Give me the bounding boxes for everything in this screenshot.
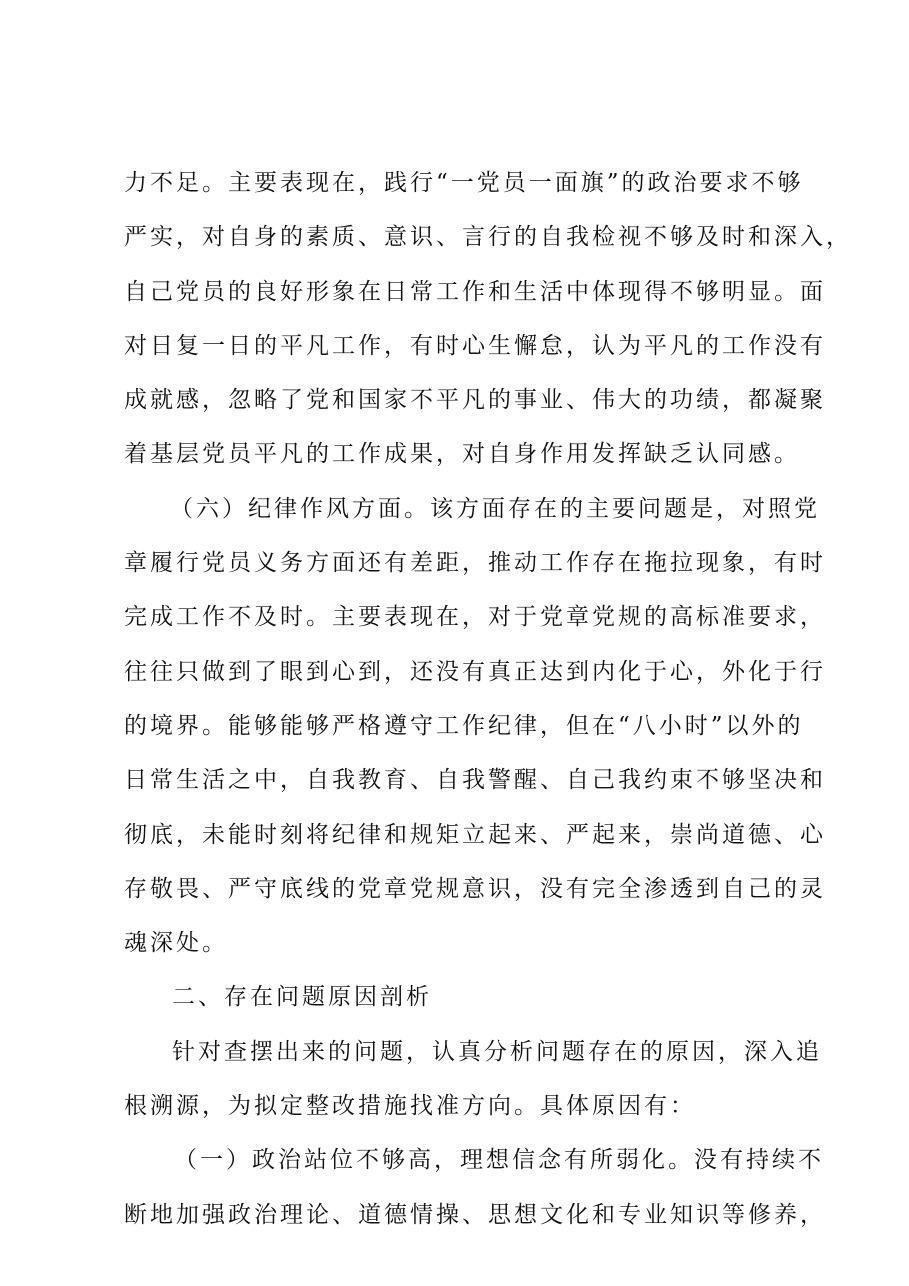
text-line: 根溯源，为拟定整改措施找准方向。具体原因有：: [124, 1093, 696, 1120]
paragraph-first-line: 针对查摆出来的问题，认真分析问题存在的原因，深入追: [172, 1038, 822, 1065]
text-line: 往往只做到了眼到心到，还没有真正达到内化于心，外化于行: [124, 658, 826, 685]
text-line: 完成工作不及时。主要表现在，对于党章党规的高标准要求，: [124, 604, 826, 631]
paragraph-first-line: （六）纪律作风方面。该方面存在的主要问题是，对照党: [170, 495, 820, 522]
section-heading: 二、存在问题原因剖析: [172, 984, 432, 1011]
text-line: 彻底，未能时刻将纪律和规矩立起来、严起来，崇尚道德、心: [124, 821, 826, 848]
text-line: 断地加强政治理论、道德情操、思想文化和专业知识等修养，: [124, 1201, 826, 1228]
text-line: 自己党员的良好形象在日常工作和生活中体现得不够明显。面: [124, 278, 826, 305]
text-line: 的境界。能够能够严格遵守工作纪律，但在“八小时”以外的: [124, 712, 804, 739]
paragraph-first-line: （一）政治站位不够高，理想信念有所弱化。没有持续不: [174, 1147, 824, 1174]
text-line: 章履行党员义务方面还有差距，推动工作存在拖拉现象，有时: [124, 550, 826, 577]
text-line: 对日复一日的平凡工作，有时心生懈怠，认为平凡的工作没有: [124, 332, 826, 359]
text-line: 存敬畏、严守底线的党章党规意识，没有完全渗透到自己的灵: [124, 875, 826, 902]
text-line: 严实，对自身的素质、意识、言行的自我检视不够及时和深入，: [124, 224, 852, 251]
text-line: 日常生活之中，自我教育、自我警醒、自己我约束不够坚决和: [124, 767, 826, 794]
text-line: 魂深处。: [124, 930, 228, 957]
text-line: 力不足。主要表现在，践行“一党员一面旗”的政治要求不够: [124, 170, 804, 196]
text-line: 成就感，忽略了党和国家不平凡的事业、伟大的功绩，都凝聚: [124, 387, 826, 414]
document-body: [124, 156, 852, 1242]
text-line: 着基层党员平凡的工作成果，对自身作用发挥缺乏认同感。: [124, 441, 800, 468]
